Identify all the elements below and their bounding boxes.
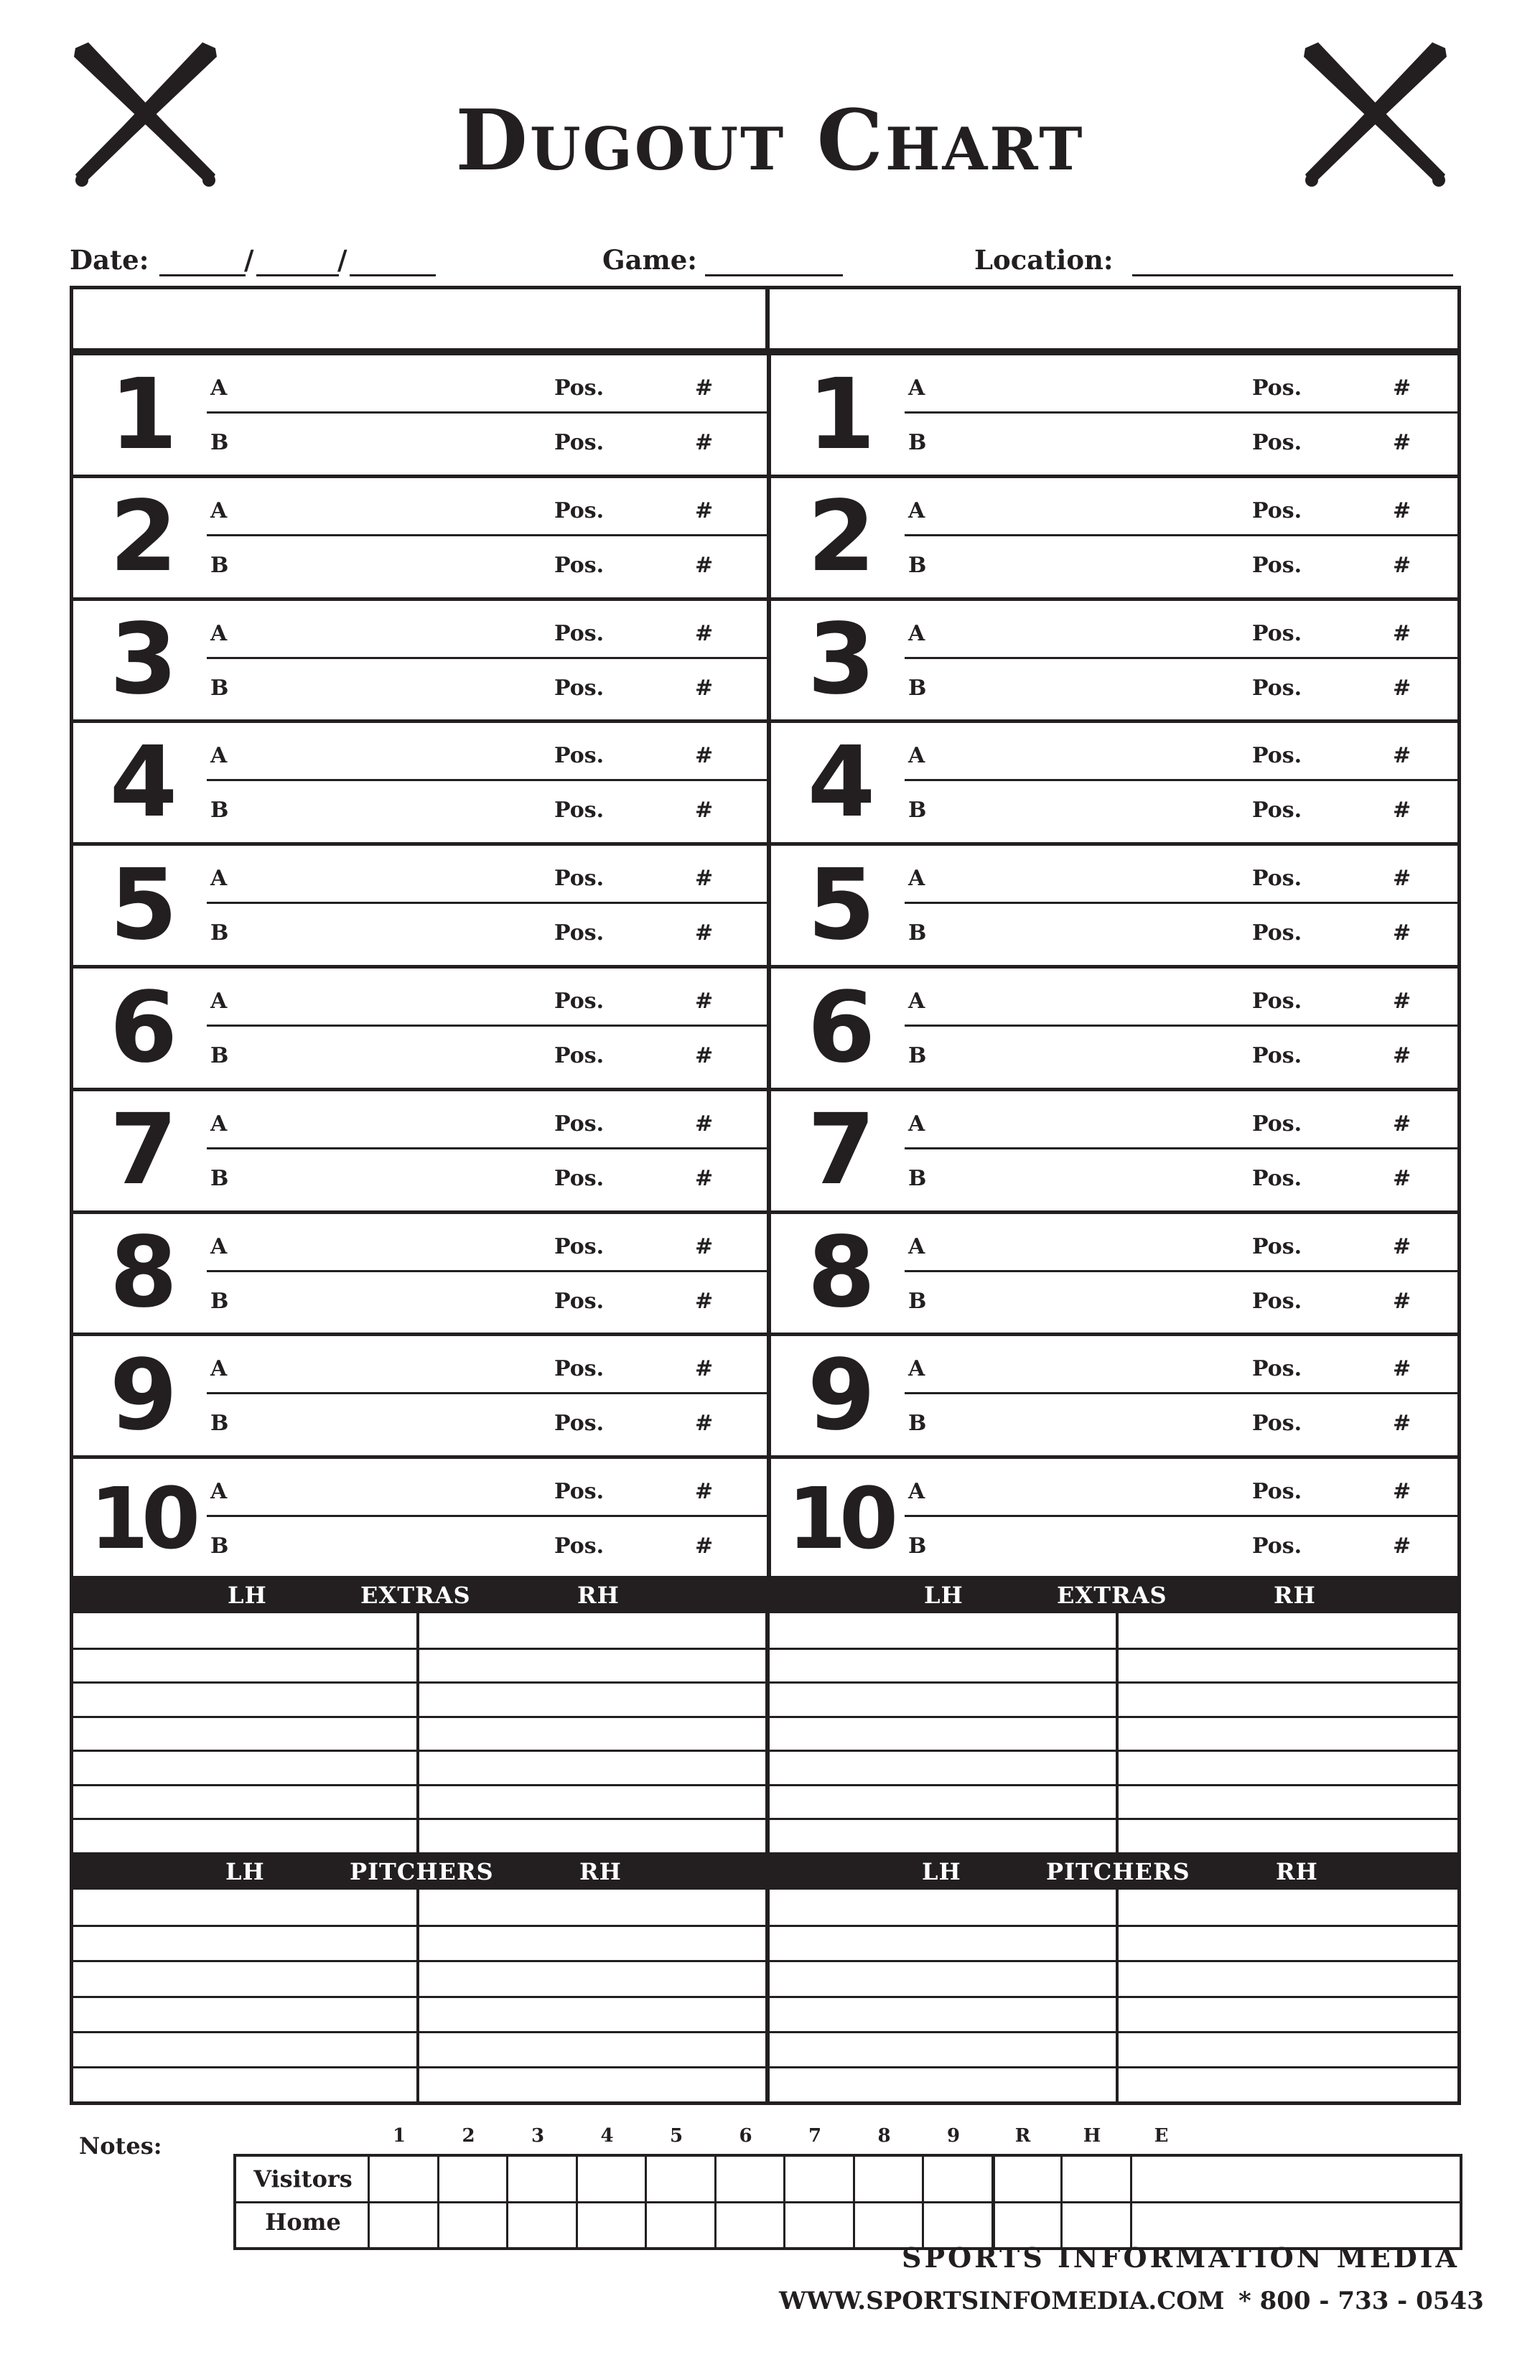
player-line-letter: B (210, 920, 229, 946)
position-label: Pos. (1252, 1233, 1302, 1259)
write-in-rule (207, 534, 767, 536)
position-label: Pos. (554, 1043, 605, 1068)
batting-order-number: 6 (109, 971, 174, 1085)
player-line-letter: B (210, 430, 229, 455)
jersey-number-label: # (1393, 743, 1411, 769)
player-line-letter: A (908, 498, 925, 523)
batting-order-number: 3 (807, 603, 872, 717)
write-in-rule (905, 779, 1461, 781)
scoreboard-column-header: 4 (600, 2125, 614, 2147)
player-line-letter: A (210, 989, 228, 1014)
player-line-letter: B (210, 552, 229, 578)
jersey-number-label: # (695, 430, 714, 455)
jersey-number-label: # (695, 798, 714, 823)
scoreboard-column-header: 6 (739, 2125, 752, 2147)
player-line-letter: A (908, 989, 925, 1014)
player-line-letter: A (210, 1356, 228, 1382)
jersey-number-label: # (695, 1043, 714, 1068)
extras-title: EXTRAS (1057, 1582, 1167, 1609)
position-label: Pos. (554, 1233, 605, 1259)
position-label: Pos. (1252, 1111, 1302, 1137)
position-label: Pos. (554, 620, 605, 646)
player-line-b[interactable] (905, 785, 1461, 835)
position-label: Pos. (554, 798, 605, 823)
batting-order-number: 8 (807, 1216, 872, 1330)
player-line-letter: B (210, 1288, 229, 1314)
lineup-column-right (767, 352, 1461, 1578)
pitchers-title: PITCHERS (1046, 1858, 1190, 1885)
lineup-slot (771, 475, 1461, 597)
lineup-slot (771, 352, 1461, 475)
player-line-a[interactable] (207, 1221, 767, 1271)
position-label: Pos. (554, 743, 605, 769)
jersey-number-label: # (695, 1411, 714, 1437)
player-line-letter: A (908, 866, 925, 892)
player-line-letter: A (908, 375, 925, 401)
lineup-slot (73, 965, 767, 1088)
lineup-slot (771, 1333, 1461, 1455)
position-label: Pos. (1252, 1288, 1302, 1314)
jersey-number-label: # (1393, 1356, 1411, 1382)
jersey-number-label: # (695, 375, 714, 401)
position-label: Pos. (554, 1411, 605, 1437)
scoreboard-column-divider (853, 2157, 855, 2247)
batting-order-number: 3 (109, 603, 174, 717)
player-line-letter: B (908, 1411, 927, 1437)
scoreboard (233, 2125, 1462, 2236)
extras-lh-label: LH (924, 1582, 963, 1609)
position-label: Pos. (554, 552, 605, 578)
extras-title: EXTRAS (360, 1582, 471, 1609)
player-line-letter: B (908, 1288, 927, 1314)
pitchers-lh-label: LH (922, 1858, 961, 1885)
scoreboard-column-header: 5 (669, 2125, 683, 2147)
player-line-letter: B (908, 430, 927, 455)
jersey-number-label: # (1393, 675, 1411, 701)
jersey-number-label: # (1393, 375, 1411, 401)
scoreboard-column-divider (576, 2157, 578, 2247)
jersey-number-label: # (1393, 798, 1411, 823)
player-line-a[interactable] (207, 608, 767, 658)
jersey-number-label: # (1393, 498, 1411, 523)
scoreboard-column-divider (714, 2157, 717, 2247)
scoreboard-column-header: 8 (877, 2125, 891, 2147)
position-label: Pos. (554, 920, 605, 946)
write-in-rule (207, 411, 767, 414)
pitchers-section (70, 1852, 1461, 2105)
column-divider (765, 1613, 770, 1852)
player-line-b[interactable] (905, 1521, 1461, 1571)
batting-order-number: 9 (807, 1338, 872, 1452)
jersey-number-label: # (1393, 620, 1411, 646)
scoreboard-column-header: 9 (946, 2125, 961, 2147)
jersey-number-label: # (695, 920, 714, 946)
lineup-slot (73, 475, 767, 597)
pitchers-rh-label: RH (1276, 1858, 1318, 1885)
player-line-letter: B (210, 1043, 229, 1068)
write-in-rule (207, 1515, 767, 1517)
jersey-number-label: # (695, 620, 714, 646)
player-line-letter: B (908, 1043, 927, 1068)
jersey-number-label: # (1393, 552, 1411, 578)
column-divider (1116, 1890, 1119, 2101)
batting-order-number: 5 (109, 848, 174, 962)
player-line-letter: B (908, 675, 927, 701)
player-line-letter: A (908, 743, 925, 769)
scoreboard-column-header: R (1014, 2125, 1031, 2147)
lineup-slot (73, 1088, 767, 1210)
player-line-letter: A (908, 1233, 925, 1259)
position-label: Pos. (1252, 675, 1302, 701)
player-line-a[interactable] (207, 485, 767, 536)
extras-rows[interactable] (73, 1613, 1457, 1852)
player-line-a[interactable] (207, 976, 767, 1026)
player-line-letter: B (908, 920, 927, 946)
write-in-rule (905, 1270, 1461, 1272)
player-line-b[interactable] (207, 1398, 767, 1448)
player-line-letter: A (908, 620, 925, 646)
player-line-letter: A (210, 1111, 228, 1137)
player-line-letter: A (908, 1356, 925, 1382)
scoreboard-column-header: 3 (531, 2125, 545, 2147)
player-line-a[interactable] (905, 1098, 1461, 1149)
player-line-b[interactable] (207, 417, 767, 467)
lineup-slot (771, 1210, 1461, 1333)
player-line-b[interactable] (207, 663, 767, 713)
write-in-rule (905, 1515, 1461, 1517)
player-line-b[interactable] (905, 907, 1461, 958)
jersey-number-label: # (695, 989, 714, 1014)
write-in-rule (207, 657, 767, 659)
column-divider (416, 1613, 419, 1852)
batting-order-number: 10 (787, 1468, 892, 1568)
lineup-slot (771, 1088, 1461, 1210)
jersey-number-label: # (1393, 920, 1411, 946)
write-in-rule (207, 1025, 767, 1027)
position-label: Pos. (1252, 430, 1302, 455)
write-in-rule (207, 779, 767, 781)
scoreboard-team-visitors: Visitors (253, 2165, 353, 2193)
scoreboard-column-header: H (1083, 2125, 1101, 2147)
jersey-number-label: # (695, 675, 714, 701)
position-label: Pos. (554, 1288, 605, 1314)
scoreboard-column-divider (922, 2157, 924, 2247)
column-divider (765, 1890, 770, 2101)
position-label: Pos. (554, 1111, 605, 1137)
write-in-rule (207, 1147, 767, 1149)
pitchers-lh-label: LH (225, 1858, 265, 1885)
write-in-rule (905, 411, 1461, 414)
player-line-b[interactable] (905, 663, 1461, 713)
player-line-b[interactable] (905, 540, 1461, 590)
player-line-a[interactable] (905, 1221, 1461, 1271)
jersey-number-label: # (695, 1111, 714, 1137)
scoreboard-column-divider (1130, 2157, 1132, 2247)
position-label: Pos. (554, 866, 605, 892)
pitchers-header-bar (73, 1852, 1457, 1890)
location-label: Location: (974, 244, 1114, 276)
player-line-letter: A (908, 1111, 925, 1137)
scoreboard-team-home: Home (265, 2208, 341, 2236)
player-line-letter: B (210, 1165, 229, 1191)
player-line-b[interactable] (207, 540, 767, 590)
batting-order-number: 1 (109, 358, 174, 472)
write-in-rule (207, 1392, 767, 1394)
player-line-a[interactable] (905, 730, 1461, 780)
jersey-number-label: # (1393, 1043, 1411, 1068)
publisher-website[interactable]: WWW.SPORTSINFOMEDIA.COM (779, 2287, 1225, 2315)
lineup-slot (73, 1333, 767, 1455)
game-label: Game: (602, 244, 697, 276)
jersey-number-label: # (1393, 989, 1411, 1014)
position-label: Pos. (1252, 1165, 1302, 1191)
lineup-slot (73, 597, 767, 720)
scoreboard-column-header: 1 (392, 2125, 406, 2147)
position-label: Pos. (1252, 552, 1302, 578)
scoreboard-row-divider (236, 2201, 1460, 2203)
batting-order-number: 2 (109, 480, 174, 594)
player-line-a[interactable] (905, 608, 1461, 658)
extras-section (70, 1576, 1461, 1852)
date-month-field[interactable] (159, 274, 246, 276)
lineup-slot (771, 965, 1461, 1088)
date-label: Date: (70, 244, 149, 276)
player-line-letter: B (908, 798, 927, 823)
jersey-number-label: # (1393, 1288, 1411, 1314)
player-line-letter: B (908, 1534, 927, 1559)
game-info-row (70, 244, 1457, 280)
jersey-number-label: # (695, 498, 714, 523)
publisher-phone: * 800 - 733 - 0543 (1238, 2287, 1484, 2315)
player-line-letter: A (210, 375, 228, 401)
position-label: Pos. (554, 375, 605, 401)
lineup-slot (771, 597, 1461, 720)
jersey-number-label: # (1393, 1233, 1411, 1259)
player-line-b[interactable] (207, 907, 767, 958)
player-line-letter: A (908, 1479, 925, 1505)
lineup-column-left (73, 352, 767, 1578)
position-label: Pos. (554, 1534, 605, 1559)
position-label: Pos. (1252, 1411, 1302, 1437)
date-year-field[interactable] (350, 274, 436, 276)
player-line-letter: A (210, 866, 228, 892)
player-line-b[interactable] (905, 417, 1461, 467)
write-in-rule (905, 657, 1461, 659)
player-line-a[interactable] (207, 853, 767, 903)
player-line-a[interactable] (207, 363, 767, 413)
right-team-name-field[interactable] (770, 289, 1457, 348)
player-line-b[interactable] (207, 1521, 767, 1571)
lineup-grid (70, 352, 1461, 1578)
position-label: Pos. (1252, 743, 1302, 769)
left-team-name-field[interactable] (73, 289, 762, 348)
position-label: Pos. (554, 1356, 605, 1382)
jersey-number-label: # (1393, 1165, 1411, 1191)
player-line-letter: B (908, 552, 927, 578)
batting-order-number: 2 (807, 480, 872, 594)
player-line-a[interactable] (905, 363, 1461, 413)
player-line-b[interactable] (207, 1153, 767, 1203)
player-line-a[interactable] (905, 1343, 1461, 1394)
player-line-b[interactable] (905, 1398, 1461, 1448)
position-label: Pos. (554, 989, 605, 1014)
player-line-b[interactable] (905, 1276, 1461, 1326)
lineup-slot (771, 1455, 1461, 1578)
scoreboard-column-header: E (1154, 2125, 1169, 2147)
write-in-rule (905, 1392, 1461, 1394)
player-line-a[interactable] (905, 1466, 1461, 1516)
write-in-rule (905, 534, 1461, 536)
extras-rh-label: RH (577, 1582, 620, 1609)
lineup-slot (73, 842, 767, 965)
lineup-slot (771, 719, 1461, 842)
player-line-a[interactable] (905, 853, 1461, 903)
jersey-number-label: # (1393, 866, 1411, 892)
player-line-a[interactable] (207, 1466, 767, 1516)
scoreboard-column-divider (506, 2157, 508, 2247)
position-label: Pos. (1252, 498, 1302, 523)
jersey-number-label: # (695, 1233, 714, 1259)
pitchers-title: PITCHERS (350, 1858, 494, 1885)
position-label: Pos. (1252, 1043, 1302, 1068)
batting-order-number: 4 (807, 725, 872, 839)
extras-header-bar (73, 1576, 1457, 1613)
date-day-field[interactable] (256, 274, 339, 276)
player-line-a[interactable] (905, 976, 1461, 1026)
jersey-number-label: # (1393, 1534, 1411, 1559)
date-slash: / (244, 244, 254, 276)
date-slash: / (337, 244, 347, 276)
jersey-number-label: # (1393, 430, 1411, 455)
scoreboard-grid[interactable] (233, 2154, 1462, 2250)
jersey-number-label: # (695, 1479, 714, 1505)
player-line-b[interactable] (207, 1030, 767, 1081)
player-line-letter: A (210, 743, 228, 769)
jersey-number-label: # (695, 1534, 714, 1559)
batting-order-number: 1 (807, 358, 872, 472)
batting-order-number: 10 (89, 1468, 194, 1568)
publisher-name: SPORTS INFORMATION MEDIA (902, 2241, 1460, 2274)
position-label: Pos. (554, 430, 605, 455)
write-in-rule (207, 1270, 767, 1272)
player-line-b[interactable] (905, 1153, 1461, 1203)
player-line-letter: B (210, 798, 229, 823)
team-name-header (70, 286, 1461, 352)
pitchers-rh-label: RH (579, 1858, 622, 1885)
player-line-a[interactable] (207, 1098, 767, 1149)
position-label: Pos. (1252, 1479, 1302, 1505)
player-line-b[interactable] (207, 785, 767, 835)
player-line-letter: B (210, 675, 229, 701)
scoreboard-column-divider (783, 2157, 785, 2247)
game-field[interactable] (705, 274, 843, 276)
scoreboard-column-divider (991, 2157, 995, 2247)
player-line-letter: A (210, 1233, 228, 1259)
position-label: Pos. (554, 498, 605, 523)
player-line-a[interactable] (905, 485, 1461, 536)
batting-order-number: 7 (109, 1093, 174, 1208)
player-line-letter: B (210, 1534, 229, 1559)
jersey-number-label: # (695, 866, 714, 892)
jersey-number-label: # (695, 743, 714, 769)
position-label: Pos. (554, 1479, 605, 1505)
position-label: Pos. (1252, 1356, 1302, 1382)
player-line-letter: B (908, 1165, 927, 1191)
position-label: Pos. (1252, 920, 1302, 946)
jersey-number-label: # (695, 1288, 714, 1314)
player-line-letter: B (210, 1411, 229, 1437)
player-line-a[interactable] (207, 1343, 767, 1394)
write-in-rule (207, 902, 767, 904)
position-label: Pos. (1252, 798, 1302, 823)
position-label: Pos. (1252, 866, 1302, 892)
pitchers-rows[interactable] (73, 1890, 1457, 2101)
player-line-a[interactable] (207, 730, 767, 780)
player-line-letter: A (210, 1479, 228, 1505)
batting-order-number: 6 (807, 971, 872, 1085)
batting-order-number: 8 (109, 1216, 174, 1330)
player-line-letter: A (210, 620, 228, 646)
lineup-slot (73, 1210, 767, 1333)
scoreboard-column-header: 2 (462, 2125, 475, 2147)
extras-lh-label: LH (228, 1582, 267, 1609)
position-label: Pos. (554, 675, 605, 701)
scoreboard-column-divider (645, 2157, 647, 2247)
jersey-number-label: # (695, 552, 714, 578)
jersey-number-label: # (695, 1356, 714, 1382)
position-label: Pos. (1252, 989, 1302, 1014)
scoreboard-column-divider (437, 2157, 439, 2247)
player-line-b[interactable] (905, 1030, 1461, 1081)
jersey-number-label: # (1393, 1411, 1411, 1437)
scoreboard-column-divider (1060, 2157, 1063, 2247)
column-divider (1116, 1613, 1119, 1852)
lineup-slot (73, 1455, 767, 1578)
column-divider (416, 1890, 419, 2101)
notes-label: Notes: (79, 2132, 162, 2160)
write-in-rule (905, 1147, 1461, 1149)
scoreboard-column-header: 7 (808, 2125, 822, 2147)
batting-order-number: 9 (109, 1338, 174, 1452)
position-label: Pos. (1252, 1534, 1302, 1559)
jersey-number-label: # (1393, 1111, 1411, 1137)
write-in-rule (905, 902, 1461, 904)
jersey-number-label: # (695, 1165, 714, 1191)
batting-order-number: 5 (807, 848, 872, 962)
lineup-slot (73, 352, 767, 475)
jersey-number-label: # (1393, 1479, 1411, 1505)
player-line-letter: A (210, 498, 228, 523)
batting-order-number: 7 (807, 1093, 872, 1208)
batting-order-number: 4 (109, 725, 174, 839)
position-label: Pos. (1252, 375, 1302, 401)
player-line-b[interactable] (207, 1276, 767, 1326)
extras-rh-label: RH (1274, 1582, 1316, 1609)
location-field[interactable] (1132, 274, 1453, 276)
lineup-slot (771, 842, 1461, 965)
position-label: Pos. (1252, 620, 1302, 646)
page-title: Dugout Chart (455, 92, 1085, 190)
write-in-rule (905, 1025, 1461, 1027)
lineup-slot (73, 719, 767, 842)
position-label: Pos. (554, 1165, 605, 1191)
